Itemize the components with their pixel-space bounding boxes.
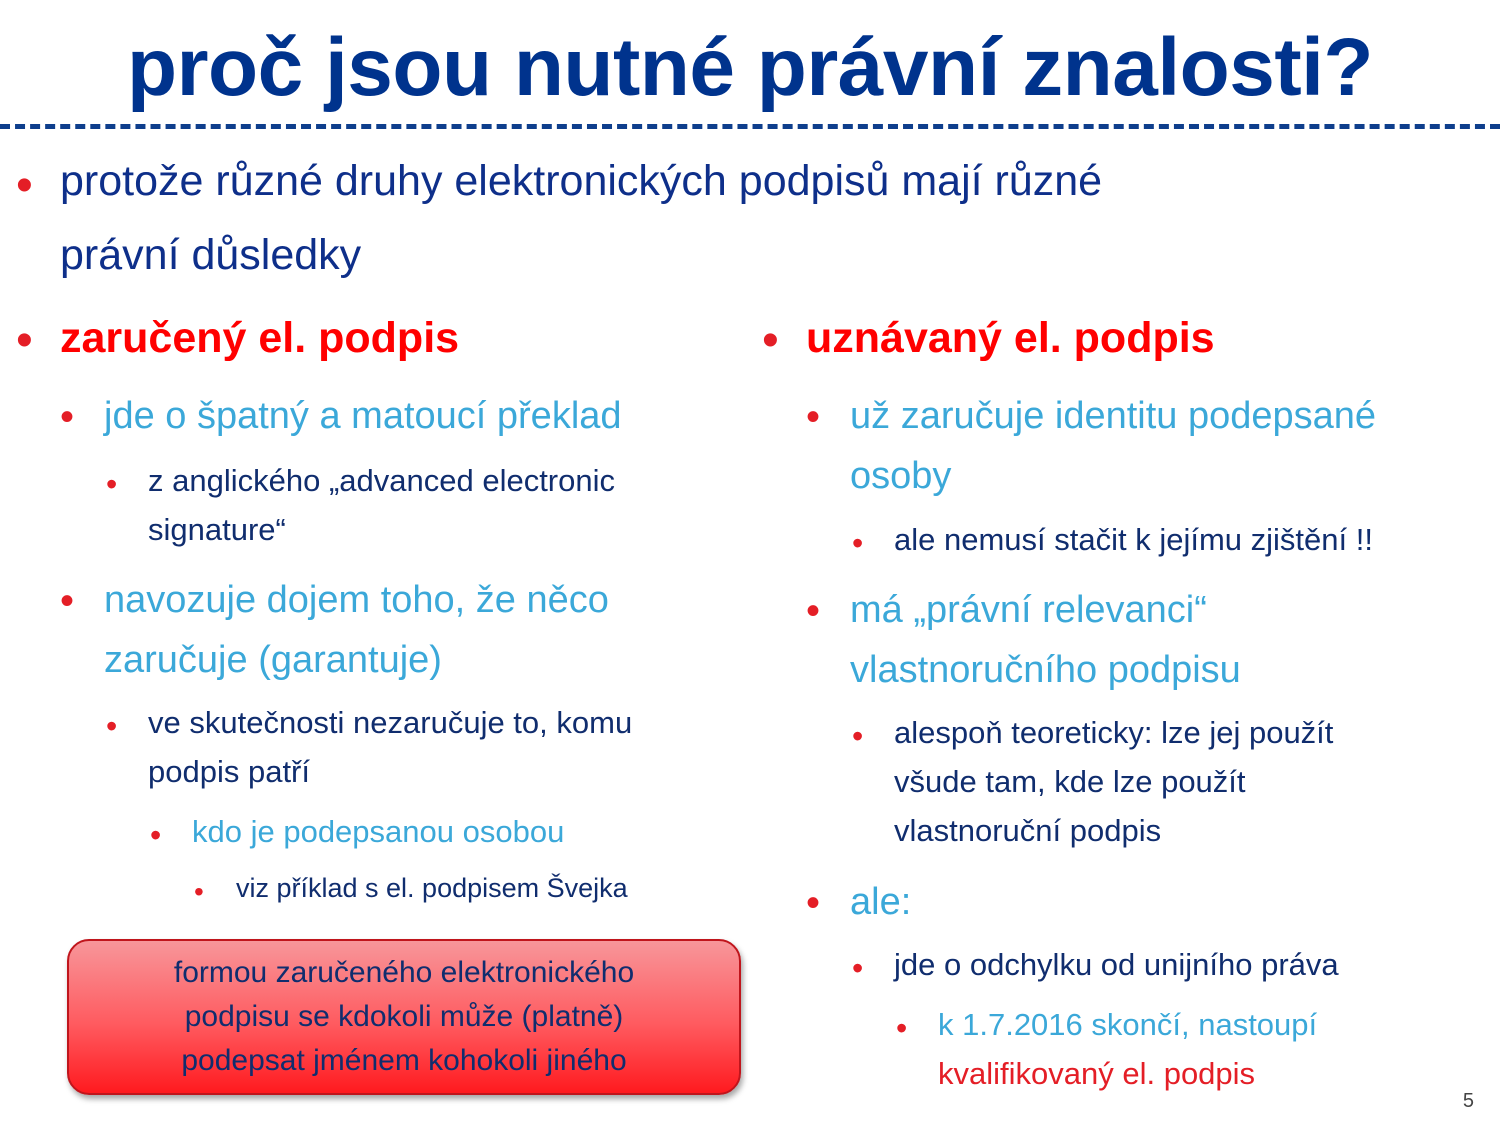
- page-number: 5: [1462, 1090, 1474, 1112]
- right-item-1-line-2: osoby: [850, 455, 952, 497]
- bullet-icon: •: [852, 950, 864, 986]
- left-item-2-line-1: navozuje dojem toho, že něco: [104, 579, 609, 621]
- bullet-icon: •: [60, 395, 75, 439]
- right-heading: uznávaný el. podpis: [806, 314, 1215, 362]
- bullet-icon: •: [194, 876, 204, 907]
- right-item-2-sub-line-2: všude tam, kde lze použít: [894, 764, 1246, 799]
- left-item-2-sub-line-1: ve skutečnosti nezaručuje to, komu: [148, 705, 633, 740]
- bullet-icon: •: [806, 881, 821, 925]
- right-item-3-sub-sub-line-1: k 1.7.2016 skončí, nastoupí: [938, 1007, 1318, 1042]
- slide-title: proč jsou nutné právní znalosti?: [127, 22, 1373, 113]
- bullet-icon: •: [852, 525, 864, 561]
- right-item-1-line-1: už zaručuje identitu podepsané: [850, 395, 1377, 437]
- left-heading: zaručený el. podpis: [60, 314, 460, 362]
- bullet-icon: •: [16, 159, 33, 212]
- left-item-1-sub-line-2: signature“: [148, 512, 286, 547]
- bullet-icon: •: [106, 466, 118, 502]
- left-item-2-sub-sub-sub: viz příklad s el. podpisem Švejka: [236, 873, 628, 903]
- bullet-icon: •: [60, 579, 75, 623]
- right-item-3: ale:: [850, 881, 912, 923]
- right-item-2-sub-line-1: alespoň teoreticky: lze jej použít: [894, 715, 1334, 750]
- callout-line-3: podepsat jménem kohokoli jiného: [181, 1044, 627, 1077]
- bullet-icon: •: [106, 708, 118, 744]
- intro-line-1: protože různé druhy elektronických podpisů mají různé: [60, 157, 1103, 205]
- callout-line-2: podpisu se kdokoli může (platně): [184, 1000, 624, 1033]
- right-item-2-line-2: vlastnoručního podpisu: [850, 649, 1241, 691]
- bullet-icon: •: [896, 1010, 908, 1046]
- bullet-icon: •: [806, 395, 821, 439]
- left-item-2-sub-line-2: podpis patří: [148, 754, 310, 789]
- left-item-1: jde o špatný a matoucí překlad: [104, 395, 622, 437]
- intro-line-2: právní důsledky: [60, 231, 362, 279]
- right-item-2-line-1: má „právní relevanci“: [850, 589, 1207, 631]
- callout-box: [67, 939, 741, 1095]
- bullet-icon: •: [852, 718, 864, 754]
- callout-line-1: formou zaručeného elektronického: [173, 956, 635, 989]
- bullet-icon: •: [16, 314, 33, 367]
- title-divider: [0, 124, 1500, 129]
- bullet-icon: •: [806, 589, 821, 633]
- right-item-2-sub-line-3: vlastnoruční podpis: [894, 813, 1162, 848]
- left-item-2-line-2: zaručuje (garantuje): [104, 639, 442, 681]
- right-item-3-sub: jde o odchylku od unijního práva: [894, 947, 1339, 982]
- left-item-1-sub-line-1: z anglického „advanced electronic: [148, 463, 615, 498]
- bullet-icon: •: [150, 817, 162, 853]
- left-item-2-sub-sub: kdo je podepsanou osobou: [192, 814, 565, 849]
- bullet-icon: •: [762, 314, 779, 367]
- right-item-3-sub-sub-line-2: kvalifikovaný el. podpis: [938, 1056, 1256, 1091]
- right-item-1-sub: ale nemusí stačit k jejímu zjištění !!: [894, 522, 1373, 557]
